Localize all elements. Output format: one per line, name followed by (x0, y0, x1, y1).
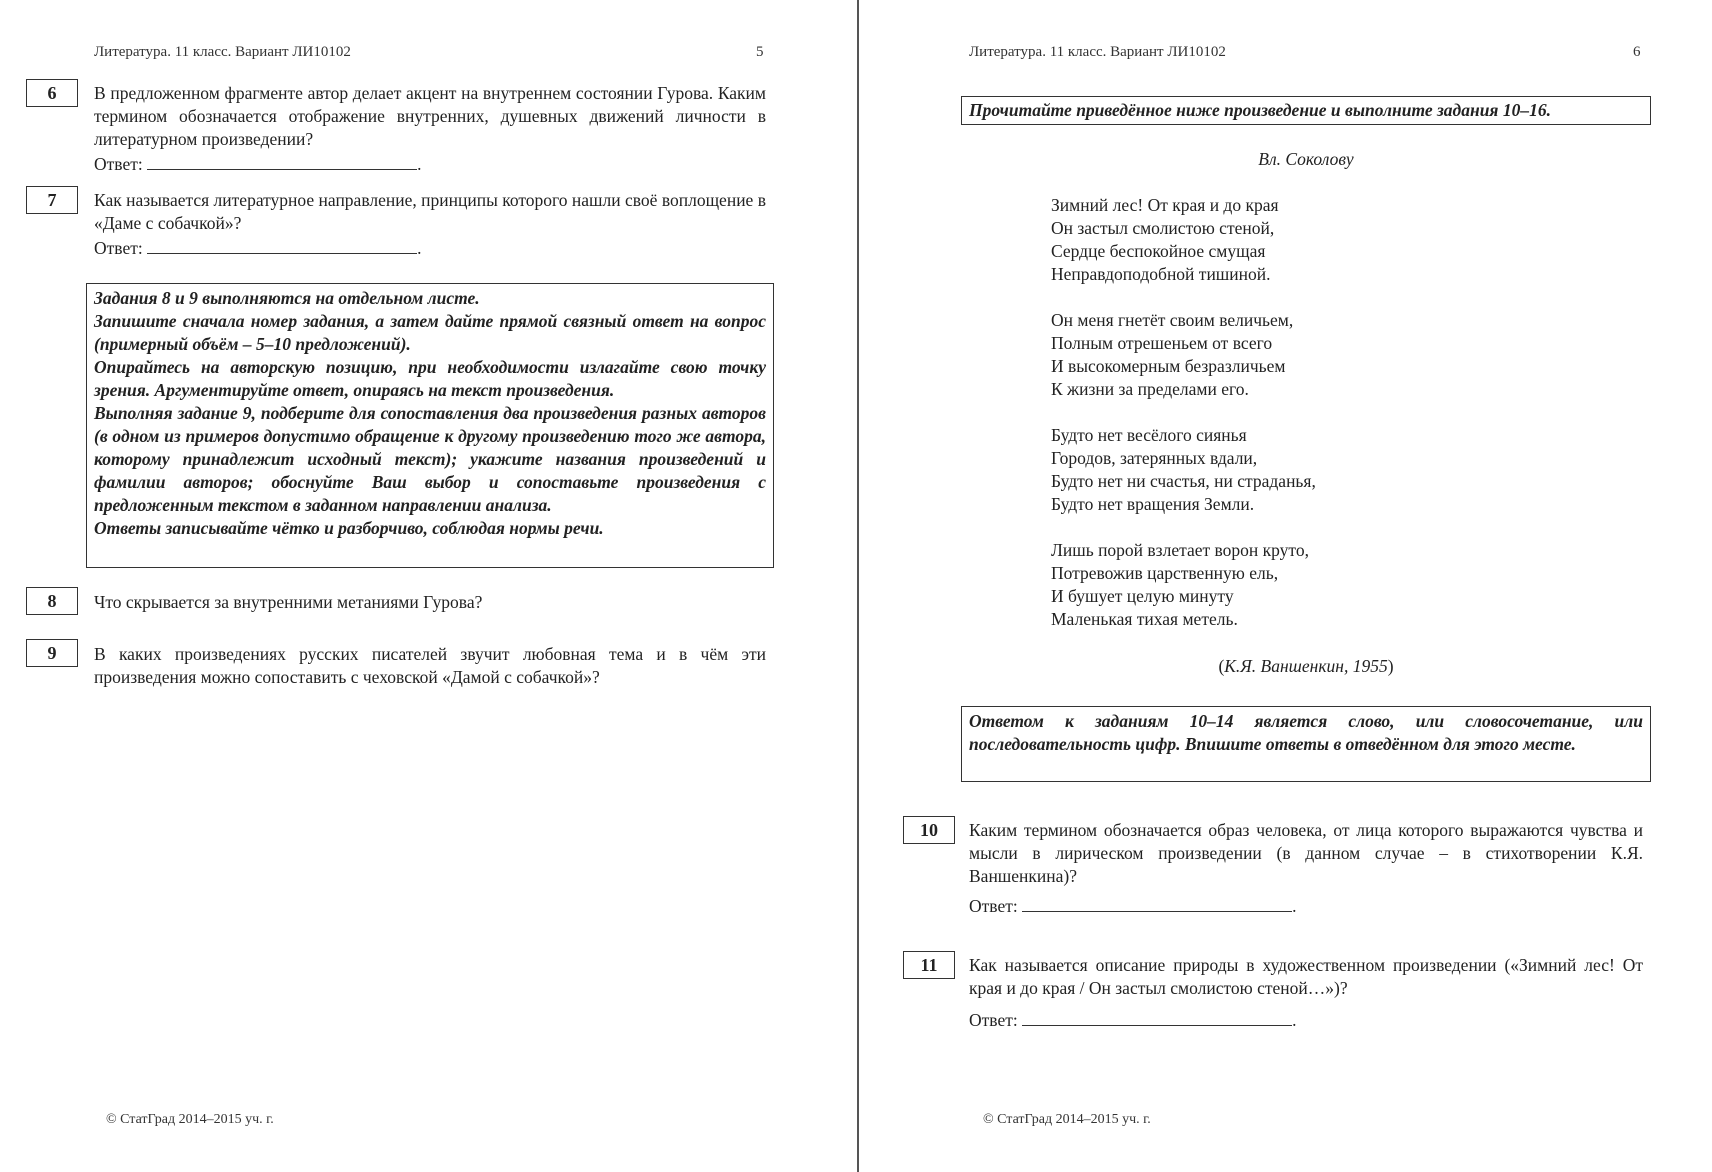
answer-line-6[interactable] (147, 155, 417, 170)
instruction-paragraph-3: Опирайтесь на авторскую позицию, при необходимости излагайте свою точку зрения. Аргументируйте ответ, опираясь на текст произведения. (94, 357, 766, 400)
page-header-title: Литература. 11 класс. Вариант ЛИ10102 (969, 44, 1226, 60)
question-8-text: Что скрывается за внутренними метаниями Гурова? (94, 592, 483, 612)
poem-stanza-1 (1051, 194, 1316, 286)
question-7-answer (94, 238, 421, 259)
poem-line: Будто нет ни счастья, ни страданья, (1051, 471, 1316, 491)
read-instruction-box (961, 96, 1651, 125)
question-10-text: Каким термином обозначается образ человека, от лица которого выражаются чувства и мысли в лирическом произведении (в данном случае – в стихотворении К.Я. Ваншенкина)? (969, 820, 1643, 886)
poem-line: Лишь порой взлетает ворон круто, (1051, 540, 1309, 560)
answer-label: Ответ: (94, 154, 143, 174)
question-9-text: В каких произведениях русских писателей звучит любовная тема и в чём эти произведения можно сопоставить с чеховской «Дамой с собачкой»? (94, 644, 766, 687)
answer-line-10[interactable] (1022, 897, 1292, 912)
poem-line: Сердце беспокойное смущая (1051, 241, 1266, 261)
poem-line: Зимний лес! От края и до края (1051, 195, 1279, 215)
question-number-9: 9 (26, 639, 78, 667)
question-11-text: Как называется описание природы в художественном произведении («Зимний лес! От края и до края / Он застыл смолистою стеной…»)? (969, 955, 1643, 998)
poem-line: Он застыл смолистою стеной, (1051, 218, 1275, 238)
question-10-answer (969, 896, 1296, 917)
instruction-paragraph-2: Запишите сначала номер задания, а затем дайте прямой связный ответ на вопрос (примерный объём – 5–10 предложений). (94, 311, 766, 354)
poem-line: Городов, затерянных вдали, (1051, 448, 1258, 468)
answer-line-7[interactable] (147, 239, 417, 254)
poem-line: Неправдоподобной тишиной. (1051, 264, 1271, 284)
answer-label: Ответ: (969, 1010, 1018, 1030)
poem-line: Полным отрешеньем от всего (1051, 333, 1273, 353)
answer-end: . (417, 238, 422, 258)
page-number: 6 (1633, 44, 1641, 60)
question-number-7: 7 (26, 186, 78, 214)
poem-line: Будто нет вращения Земли. (1051, 494, 1255, 514)
poem-line: И высокомерным безразличьем (1051, 356, 1286, 376)
poem-stanza-3 (1051, 424, 1316, 516)
page-header-title: Литература. 11 класс. Вариант ЛИ10102 (94, 44, 351, 60)
right-page (859, 0, 1712, 1172)
question-6-answer (94, 154, 421, 175)
poem-dedication: Вл. Соколову (1258, 149, 1354, 169)
answer-line-11[interactable] (1022, 1011, 1292, 1026)
poem-stanza-4 (1051, 539, 1316, 631)
read-instruction-text: Прочитайте приведённое ниже произведение и выполните задания 10–16. (969, 100, 1551, 120)
attribution-paren: ( (1218, 656, 1225, 676)
question-number-10: 10 (903, 816, 955, 844)
question-6-text: В предложенном фрагменте автор делает акцент на внутреннем состоянии Гурова. Каким термином обозначается отображение внутренних, душевных движений личности в литературном произведении? (94, 83, 766, 149)
instructions-box (86, 283, 774, 568)
answer-end: . (1292, 896, 1297, 916)
poem-line: Потревожив царственную ель, (1051, 563, 1279, 583)
question-11-answer (969, 1010, 1296, 1031)
poem-line: И бушует целую минуту (1051, 586, 1234, 606)
attribution-paren: ) (1387, 656, 1394, 676)
page-footer: © СтатГрад 2014–2015 уч. г. (106, 1112, 274, 1127)
poem (1051, 194, 1316, 654)
answer-end: . (1292, 1010, 1297, 1030)
instruction-paragraph-5: Ответы записывайте чётко и разборчиво, соблюдая нормы речи. (94, 518, 604, 538)
page-footer: © СтатГрад 2014–2015 уч. г. (983, 1112, 1151, 1127)
poem-line: К жизни за пределами его. (1051, 379, 1249, 399)
poem-line: Будто нет весёлого сиянья (1051, 425, 1247, 445)
poem-line: Маленькая тихая метель. (1051, 609, 1238, 629)
answer-label: Ответ: (969, 896, 1018, 916)
page-number: 5 (756, 44, 764, 60)
answer-end: . (417, 154, 422, 174)
question-number-8: 8 (26, 587, 78, 615)
poem-line: Он меня гнетёт своим величьем, (1051, 310, 1294, 330)
question-number-11: 11 (903, 951, 955, 979)
question-7-text: Как называется литературное направление, принципы которого нашли своё воплощение в «Даме с собачкой»? (94, 190, 766, 233)
question-number-6: 6 (26, 79, 78, 107)
answer-label: Ответ: (94, 238, 143, 258)
poem-attribution (961, 655, 1651, 678)
answer-instruction-box (961, 706, 1651, 782)
instruction-paragraph-1: Задания 8 и 9 выполняются на отдельном листе. (94, 288, 480, 308)
attribution-text: К.Я. Ваншенкин, 1955 (1224, 656, 1388, 676)
poem-stanza-2 (1051, 309, 1316, 401)
answer-instruction-text: Ответом к заданиям 10–14 является слово, или словосочетание, или последовательность цифр. Впишите ответы в отведённом для этого месте. (969, 711, 1643, 754)
instruction-paragraph-4: Выполняя задание 9, подберите для сопоставления два произведения разных авторов (в одном из примеров допустимо обращение к другому произведению того же автора, которому принадлежит исходный текст); укажите названия произведений и фамилии авторов; обоснуйте Ваш выбор и сопоставьте произведения с предложенным текстом в заданном направлении анализа. (94, 403, 766, 515)
